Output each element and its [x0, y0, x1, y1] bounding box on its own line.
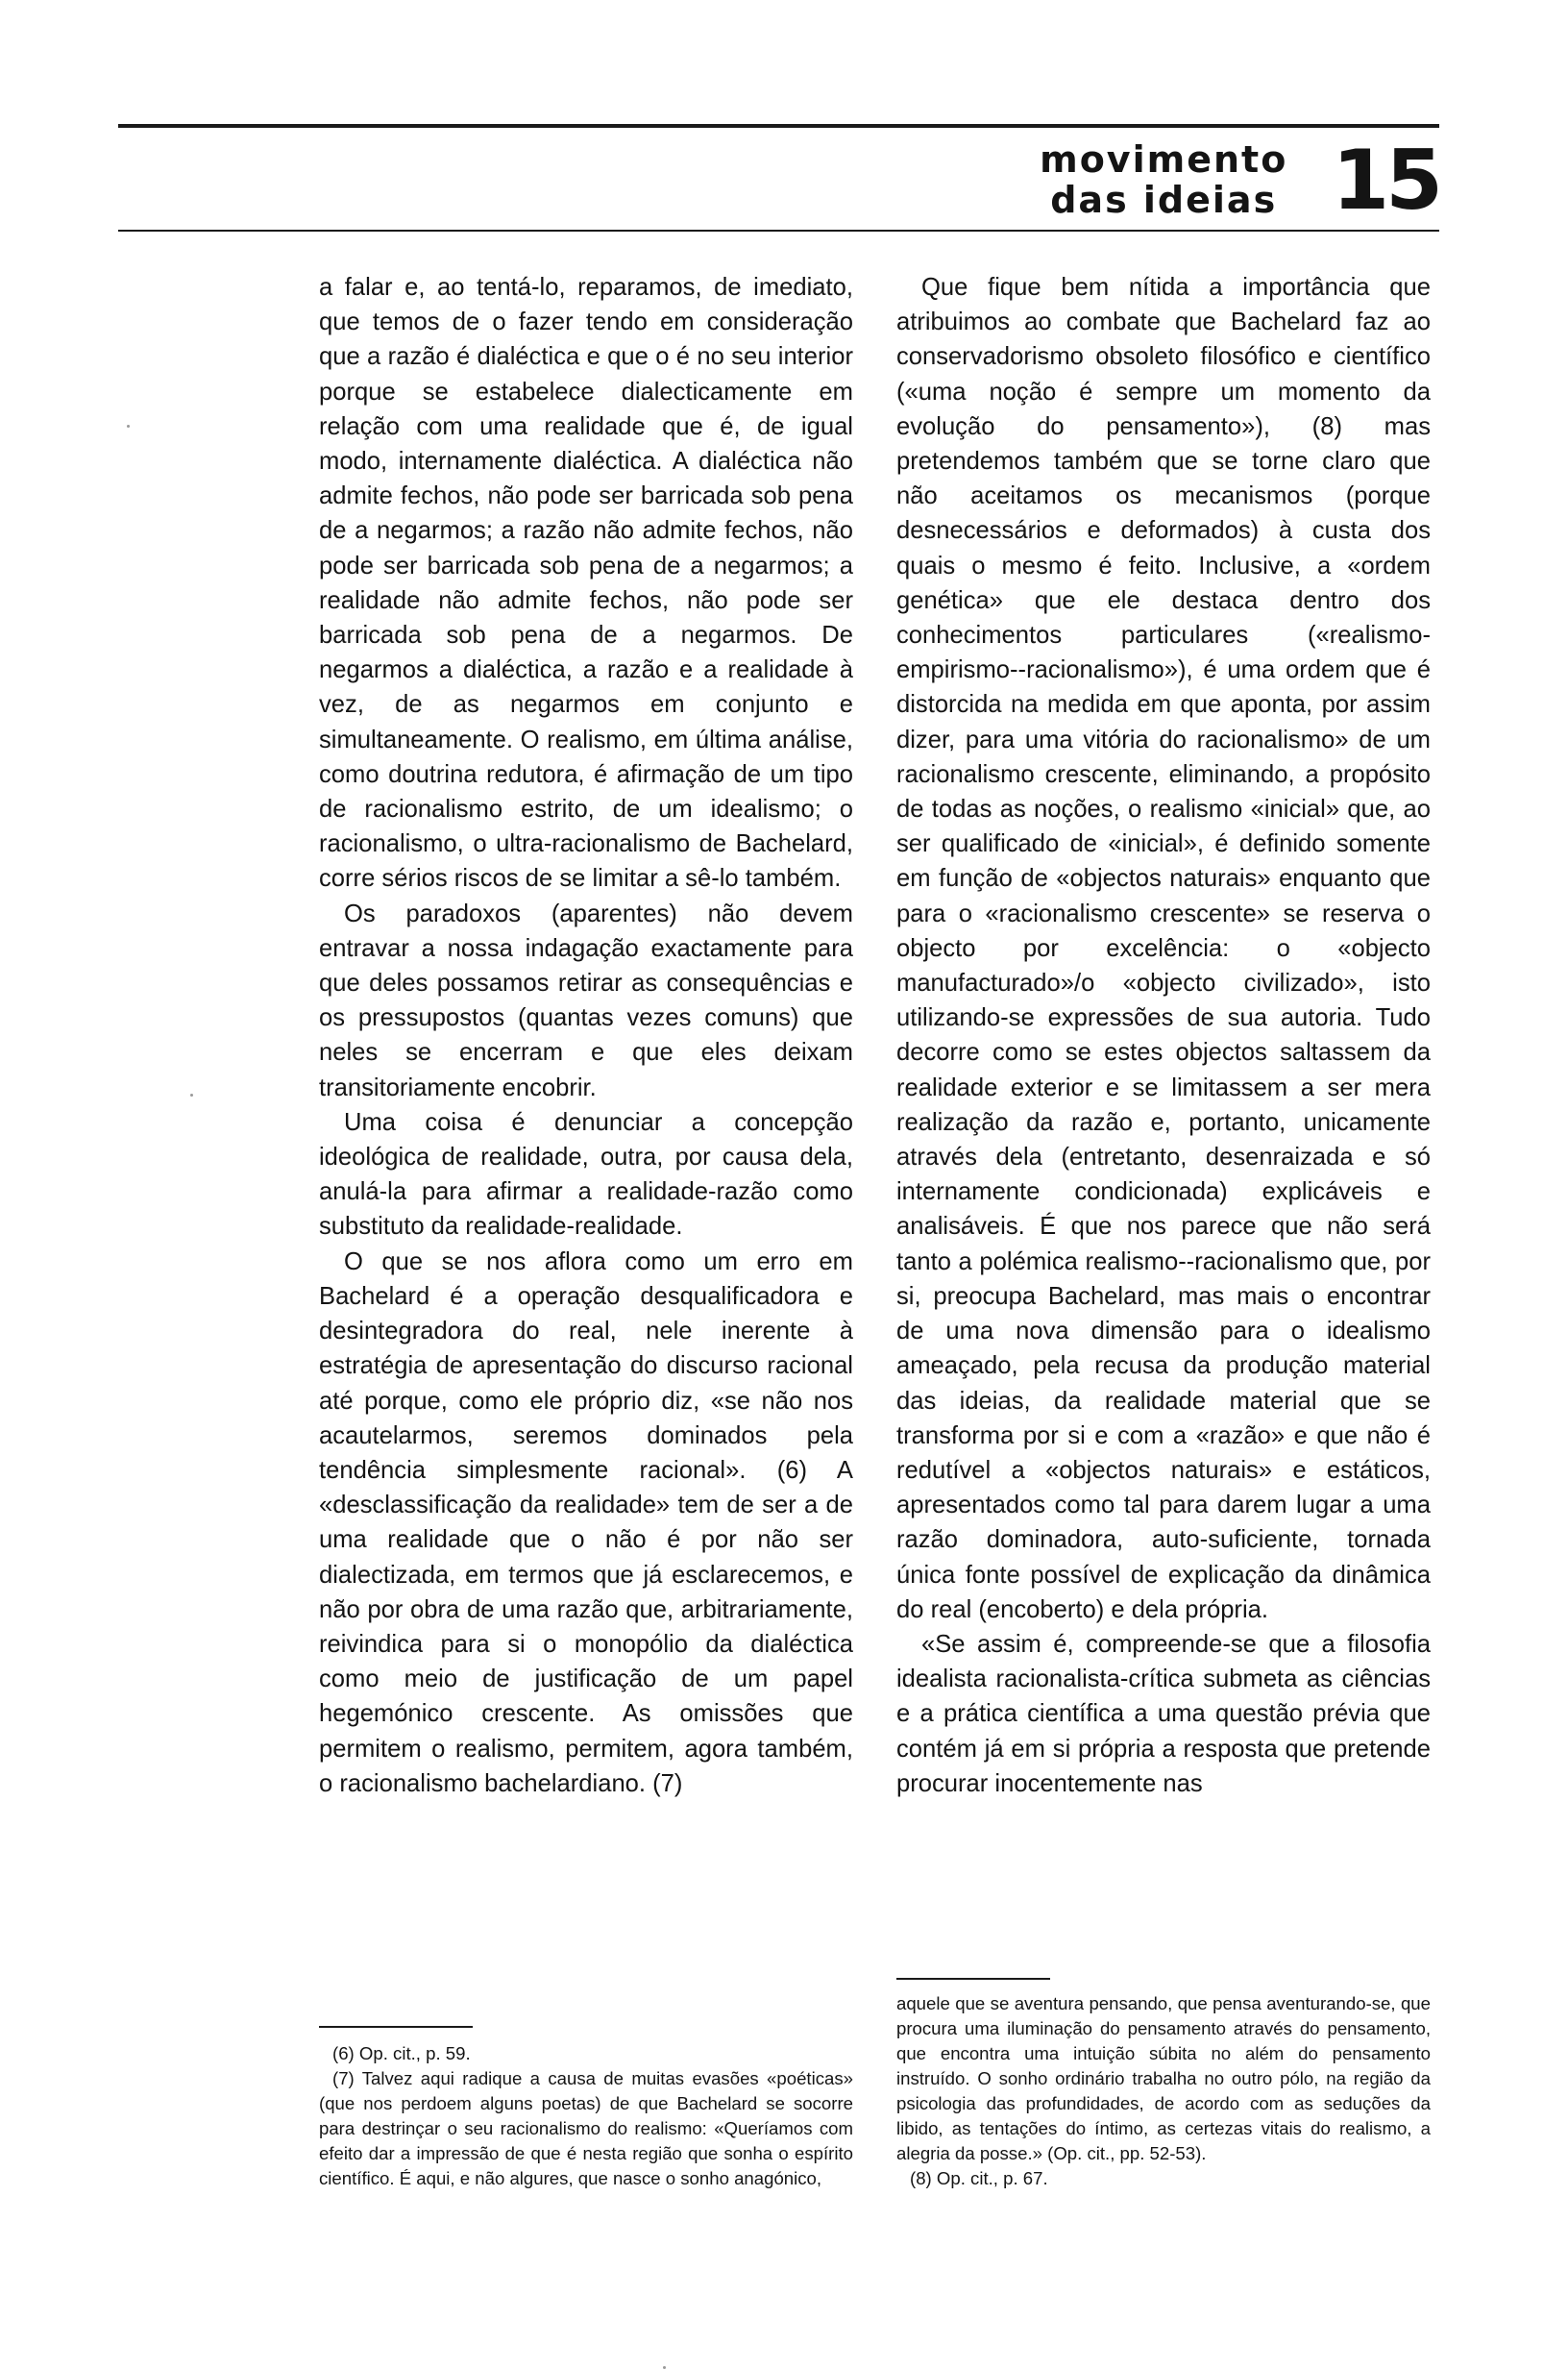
- footnote: aquele que se aventura pensando, que pensa aventurando-se, que procura uma iluminação do pensamento através do pensamento, que encontra uma intuição súbita no além do pensamento instruído. O sonho ordinário trabalha no outro pólo, na região da psicologia das profundidades, de acordo com as seduções da libido, as tentações do íntimo, as certezas vitais do realismo, a alegria da posse.» (Op. cit., pp. 52-53).: [896, 1993, 1431, 2163]
- paragraph: Uma coisa é denunciar a concepção ideológica de realidade, outra, por causa dela, anulá-la para afirmar a realidade-razão como substituto da realidade-realidade.: [319, 1108, 853, 1241]
- page-number: 15: [1332, 133, 1439, 229]
- page-header: [1040, 133, 1439, 229]
- header-rule: [118, 230, 1439, 232]
- left-column: [319, 270, 853, 1801]
- footnote: (6) Op. cit., p. 59.: [332, 2043, 471, 2063]
- paragraph: a falar e, ao tentá-lo, reparamos, de imediato, que temos de o fazer tendo em consideração que a razão é dialéctica e que o é no seu interior porque se estabelece dialecticamente em relação com uma realidade que é, de igual modo, internamente dialéctica. A dialéctica não admite fechos, não pode ser barricada sob pena de a negarmos; a razão não admite fechos, não pode ser barricada sob pena de a negarmos; a realidade não admite fechos, não pode ser barricada sob pena de a negarmos. De negarmos a dialéctica, a razão e a realidade à vez, de as negarmos em conjunto e simultaneamente. O realismo, em última análise, como doutrina redutora, é afirmação de um tipo de racionalismo estrito, de um idealismo; o racionalismo, o ultra-racionalismo de Bachelard, corre sérios riscos de se limitar a sê-lo também.: [319, 274, 853, 893]
- paragraph: O que se nos aflora como um erro em Bachelard é a operação desqualificadora e desintegradora do real, nele inerente à estratégia de apresentação do discurso racional até porque, como ele próprio diz, «se não nos acautelarmos, seremos dominados pela tendência simplesmente racional». (6) A «desclassificação da realidade» tem de ser a de uma realidade que o não é por não ser dialectizada, em termos que já esclarecemos, e não por obra de uma razão que, arbitrariamente, reivindica para si o monopólio da dialéctica como meio de justificação de um papel hegemónico crescente. As omissões que permitem o realismo, permitem, agora também, o racionalismo bachelardiano. (7): [319, 1247, 853, 1797]
- footnote-rule-right: [896, 1978, 1050, 1980]
- footnote: (8) Op. cit., p. 67.: [910, 2168, 1048, 2188]
- paragraph: Os paradoxos (aparentes) não devem entravar a nossa indagação exactamente para que deles possamos retirar as consequências e os pressupostos (quantas vezes comuns) que neles se encerram e que eles deixam transitoriamente encobrir.: [319, 900, 853, 1101]
- footnote: (7) Talvez aqui radique a causa de muitas evasões «poéticas» (que nos perdoem alguns poetas) de que Bachelard se socorre para destrinçar o seu racionalismo do realismo: «Queríamos com efeito dar a impressão de que é nesta região que sonha o espírito científico. É aqui, e não algures, que nasce o sonho anagónico,: [319, 2068, 853, 2188]
- section-title-line1: movimento: [1040, 138, 1288, 181]
- footnote-rule-left: [319, 2026, 473, 2028]
- footnotes-left: [319, 2041, 853, 2191]
- section-title: [1040, 139, 1287, 220]
- paragraph: «Se assim é, compreende-se que a filosofia idealista racionalista-crítica submeta as ciências e a prática científica a uma questão prévia que contém já em si própria a resposta que pretende procurar inocentemente nas: [896, 1630, 1431, 1797]
- speck: [127, 425, 130, 428]
- paragraph: Que fique bem nítida a importância que atribuimos ao combate que Bachelard faz ao conservadorismo obsoleto filosófico e científico («uma noção é sempre um momento da evolução do pensamento»), (8) mas pretendemos também que se torne claro que não aceitamos os mecanismos (porque desnecessários e deformados) à custa dos quais o mesmo é feito. Inclusive, a «ordem genética» que ele destaca dentro dos conhecimentos particulares («realismo-empirismo--racionalismo»), é uma ordem que é distorcida na medida em que aponta, por assim dizer, para uma vitória do racionalismo» de um racionalismo crescente, eliminando, a propósito de todas as noções, o realismo «inicial» que, ao ser qualificado de «inicial», é definido somente em função de «objectos naturais» enquanto que para o «racionalismo crescente» se reserva o objecto por excelência: o «objecto manufacturado»/o «objecto civilizado», isto utilizando-se expressões de sua autoria. Tudo decorre como se estes objectos saltassem da realidade exterior e se limitassem a ser mera realização da razão e, portanto, unicamente através dela (entretanto, desenraizada e só internamente condicionada) explicáveis e analisáveis. É que nos parece que não será tanto a polémica realismo--racionalismo que, por si, preocupa Bachelard, mas mais o encontrar de uma nova dimensão para o idealismo ameaçado, pela recusa da produção material das ideias, da realidade material que se transforma por si e com a «razão» e que não é redutível a «objectos naturais» e estáticos, apresentados como tal para darem lugar a uma razão dominadora, auto-suficiente, tornada única fonte possível de explicação da dinâmica do real (encoberto) e dela própria.: [896, 274, 1431, 1623]
- top-rule: [118, 124, 1439, 128]
- right-column: [896, 270, 1431, 1801]
- speck: [190, 1094, 193, 1097]
- footnotes-right: [896, 1991, 1431, 2191]
- section-title-line2: das ideias: [1050, 179, 1278, 221]
